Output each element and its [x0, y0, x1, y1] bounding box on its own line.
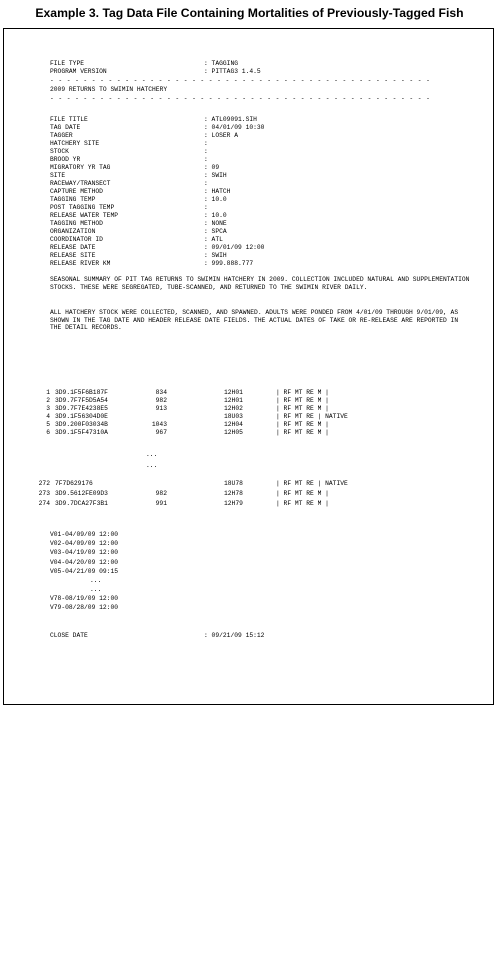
field-label-stock: STOCK [50, 148, 69, 155]
record-tag-code: 3D9.7F7E4238E5 [55, 405, 108, 412]
field-value-close-date: : 09/21/09 15:12 [204, 632, 265, 639]
record-length: 834 [155, 389, 167, 396]
field-label-release-river-km: RELEASE RIVER KM [50, 260, 111, 267]
record-site: 12H78 [224, 490, 243, 497]
v-record-line: V79-08/28/09 12:00 [50, 604, 119, 611]
record-site: 12H02 [224, 405, 243, 412]
field-value-tagging-method: : NONE [204, 220, 227, 227]
record-number: 6 [46, 429, 50, 436]
field-label-raceway-transect: RACEWAY/TRANSECT [50, 180, 111, 187]
field-label-release-date: RELEASE DATE [50, 244, 96, 251]
record-site: 12H79 [224, 500, 243, 507]
field-label-release-water-temp: RELEASE WATER TEMP [50, 212, 119, 219]
record-tag-code: 7F7D629176 [55, 480, 93, 487]
field-value-file-title: : ATL09091.SIH [204, 116, 257, 123]
field-value-capture-method: : HATCH [204, 188, 231, 195]
v-record-line: V04-04/20/09 12:00 [50, 559, 119, 566]
field-value-organization: : SPCA [204, 228, 227, 235]
record-number: 4 [46, 413, 50, 420]
record-flags: | RF MT RE M | [276, 389, 329, 396]
field-value-tagger: : LOSER A [204, 132, 239, 139]
field-value-brood-yr: : [204, 156, 208, 163]
dash-separator: - - - - - - - - - - - - - - - - - - - - - - - - - - - - - - - - - - - - - - - - - - - - - - [50, 77, 431, 84]
record-site: 18U78 [224, 480, 243, 487]
field-label-tag-date: TAG DATE [50, 124, 81, 131]
record-tag-code: 3D9.1F56304D0E [55, 413, 108, 420]
field-value-stock: : [204, 148, 208, 155]
record-number: 272 [38, 480, 50, 487]
record-flags: | RF MT RE M | [276, 490, 329, 497]
field-label-site: SITE [50, 172, 66, 179]
field-value-release-river-km: : 999.888.777 [204, 260, 254, 267]
field-value-raceway-transect: : [204, 180, 208, 187]
field-label-post-tagging-temp: POST TAGGING TEMP [50, 204, 115, 211]
field-value-hatchery-site: : [204, 140, 208, 147]
field-label-release-site: RELEASE SITE [50, 252, 96, 259]
record-tag-code: 3D9.5612FE09D3 [55, 490, 108, 497]
page-title: Example 3. Tag Data File Containing Mortalities of Previously-Tagged Fish [35, 6, 464, 20]
record-number: 274 [38, 500, 50, 507]
ellipsis: ... [90, 577, 102, 584]
record-tag-code: 3D9.7F7F5D5A54 [55, 397, 108, 404]
field-value-release-water-temp: : 10.0 [204, 212, 227, 219]
field-label-organization: ORGANIZATION [50, 228, 96, 235]
field-label-file-type: FILE TYPE [50, 60, 85, 67]
ellipsis: ... [146, 451, 158, 458]
record-tag-code: 3D9.1F5F47310A [55, 429, 108, 436]
field-value-program-version: : PITTAG3 1.4.5 [204, 68, 261, 75]
record-number: 273 [38, 490, 50, 497]
dash-separator: - - - - - - - - - - - - - - - - - - - - - - - - - - - - - - - - - - - - - - - - - - - - - - [50, 95, 431, 102]
collection-paragraph: ALL HATCHERY STOCK WERE COLLECTED, SCANNED, AND SPAWNED. ADULTS WERE PONDED FROM 4/01/09 THROUGH 9/01/09, AS SHOWN IN THE TAG DATE AND HEADER RELEASE DATE FIELDS. THE ACTUAL DATES OF TAKE OR RE-RELEASE ARE REPORTED IN THE DETAIL RECORDS. [50, 309, 459, 331]
record-number: 5 [46, 421, 50, 428]
record-number: 3 [46, 405, 50, 412]
field-label-file-title: FILE TITLE [50, 116, 88, 123]
record-site: 18U03 [224, 413, 243, 420]
record-length: 982 [155, 397, 167, 404]
field-value-release-site: : SWIH [204, 252, 227, 259]
record-tag-code: 3D9.1F5F6B187F [55, 389, 108, 396]
field-value-release-date: : 09/01/09 12:00 [204, 244, 265, 251]
field-label-capture-method: CAPTURE METHOD [50, 188, 103, 195]
field-label-tagging-method: TAGGING METHOD [50, 220, 103, 227]
record-length: 991 [155, 500, 167, 507]
record-length: 982 [155, 490, 167, 497]
field-label-brood-yr: BROOD YR [50, 156, 81, 163]
record-flags: | RF MT RE M | [276, 429, 329, 436]
record-number: 2 [46, 397, 50, 404]
field-value-site: : SWIH [204, 172, 227, 179]
field-label-tagger: TAGGER [50, 132, 73, 139]
v-record-line: V03-04/19/09 12:00 [50, 549, 119, 556]
record-flags: | RF MT RE | NATIVE [276, 480, 348, 487]
v-record-line: V01-04/09/09 12:00 [50, 531, 119, 538]
field-label-program-version: PROGRAM VERSION [50, 68, 107, 75]
ellipsis: ... [146, 462, 158, 469]
field-value-tag-date: : 04/01/09 10:30 [204, 124, 265, 131]
field-label-hatchery-site: HATCHERY SITE [50, 140, 100, 147]
record-site: 12H01 [224, 397, 243, 404]
section-title: 2009 RETURNS TO SWIMIN HATCHERY [50, 86, 168, 93]
record-flags: | RF MT RE M | [276, 421, 329, 428]
record-flags: | RF MT RE M | [276, 397, 329, 404]
v-record-line: V78-08/19/09 12:00 [50, 595, 119, 602]
field-value-migratory-yr-tag: : 09 [204, 164, 220, 171]
record-site: 12H05 [224, 429, 243, 436]
record-tag-code: 3D9.7DCA27F3B1 [55, 500, 108, 507]
field-label-migratory-yr-tag: MIGRATORY YR TAG [50, 164, 111, 171]
field-label-close-date: CLOSE DATE [50, 632, 88, 639]
record-length: 1043 [151, 421, 167, 428]
v-record-line: V05-04/21/09 09:15 [50, 568, 119, 575]
field-value-coordinator-id: : ATL [204, 236, 223, 243]
field-value-file-type: : TAGGING [204, 60, 239, 67]
record-length: 913 [155, 405, 167, 412]
record-flags: | RF MT RE M | [276, 405, 329, 412]
ellipsis: ... [90, 586, 102, 593]
field-label-coordinator-id: COORDINATOR ID [50, 236, 103, 243]
record-number: 1 [46, 389, 50, 396]
field-label-tagging-temp: TAGGING TEMP [50, 196, 96, 203]
record-length: 967 [155, 429, 167, 436]
record-site: 12H04 [224, 421, 243, 428]
record-tag-code: 3D9.200F03034B [55, 421, 108, 428]
summary-paragraph: SEASONAL SUMMARY OF PIT TAG RETURNS TO SWIMIN HATCHERY IN 2009. COLLECTION INCLUDED NATURAL AND SUPPLEMENTATION STOCKS. THESE WERE SEGREGATED, TUBE-SCANNED, AND RETURNED TO THE SWIMIN RIVER DAILY. [50, 276, 470, 291]
v-record-line: V02-04/09/09 12:00 [50, 540, 119, 547]
field-value-tagging-temp: : 10.0 [204, 196, 227, 203]
record-flags: | RF MT RE M | [276, 500, 329, 507]
field-value-post-tagging-temp: : [204, 204, 208, 211]
record-flags: | RF MT RE | NATIVE [276, 413, 348, 420]
record-site: 12H01 [224, 389, 243, 396]
